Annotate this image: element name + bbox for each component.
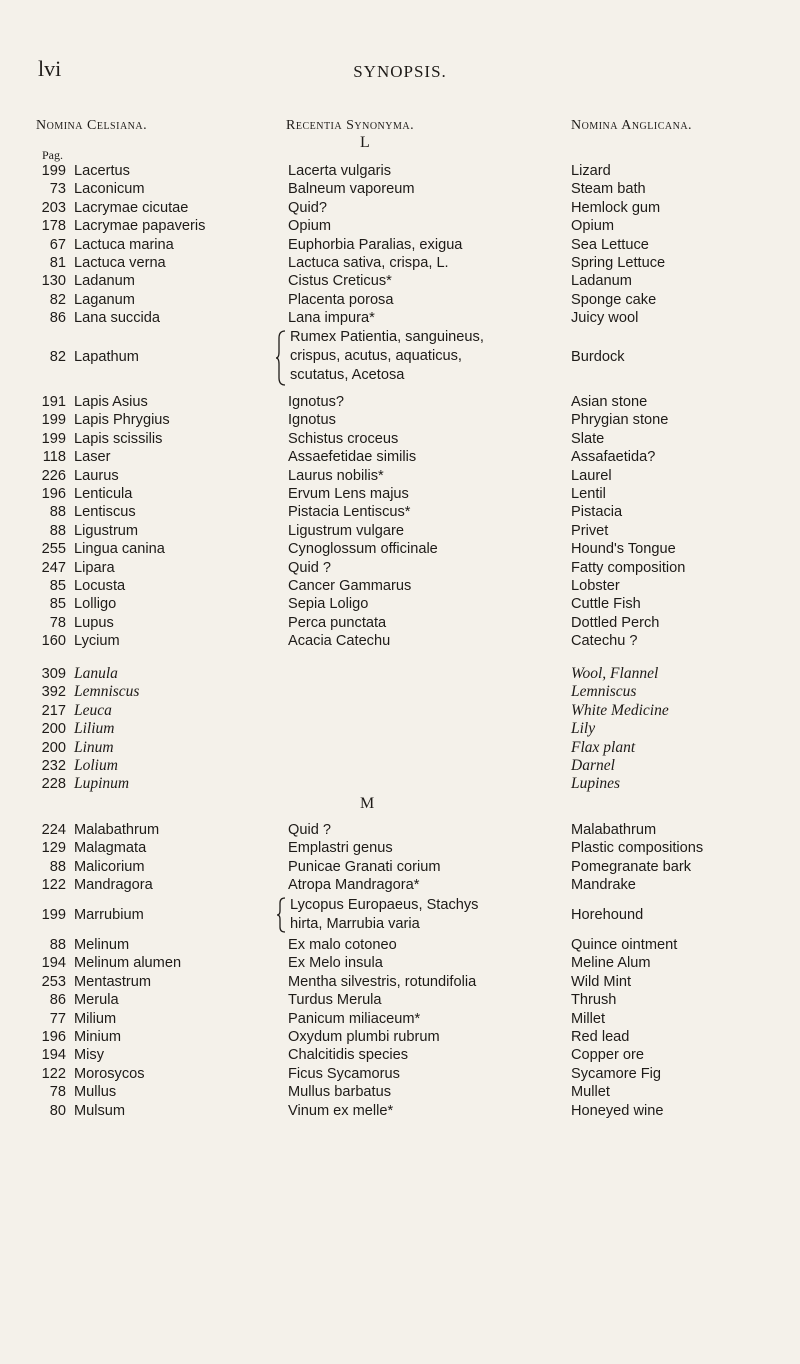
synonym: Lana impura* <box>288 310 375 327</box>
synonym: Cistus Creticus* <box>288 273 392 290</box>
synonym: Emplastri genus <box>288 840 393 857</box>
page-ref: 78 <box>49 614 66 631</box>
entries-l <box>0 162 800 328</box>
table-row <box>0 973 800 991</box>
page-ref: 191 <box>41 394 66 410</box>
synonym: Sepia Loligo <box>288 596 369 613</box>
synonym: Ex Melo insula <box>288 955 383 972</box>
table-row <box>0 485 800 503</box>
page-number: lvi <box>38 56 62 81</box>
english-name: Catechu ? <box>571 633 638 650</box>
synonym: Mullus barbatus <box>288 1084 392 1101</box>
latin-name: Marrubium <box>74 907 144 923</box>
latin-name: Ligustrum <box>74 522 139 539</box>
english-name: Honeyed wine <box>571 1102 664 1119</box>
synonym: Punicae Granati corium <box>288 858 441 875</box>
latin-name: Malagmata <box>74 840 147 857</box>
latin-name: Lenticula <box>74 485 133 502</box>
page-ref: 67 <box>49 236 66 253</box>
page-ref: 253 <box>41 973 66 990</box>
english-name: Spring Lettuce <box>571 254 666 271</box>
page-ref: 118 <box>42 449 66 466</box>
table-row <box>0 522 800 540</box>
table-row <box>0 467 800 485</box>
table-row <box>0 775 800 793</box>
english-name: Flax plant <box>571 738 636 756</box>
latin-name: Lactuca marina <box>74 236 174 253</box>
page-ref: 196 <box>41 1028 66 1045</box>
table-row <box>0 180 800 198</box>
english-name: Mullet <box>571 1084 610 1101</box>
synonym: Lacerta vulgaris <box>288 163 392 179</box>
latin-name: Laconicum <box>74 181 145 198</box>
page-ref: 78 <box>49 1084 66 1101</box>
english-name: Slate <box>571 430 605 447</box>
english-name: Plastic compositions <box>571 840 704 857</box>
english-name: Pomegranate bark <box>571 858 692 875</box>
latin-name: Lolligo <box>74 596 117 613</box>
synonym-line: hirta, Marrubia varia <box>290 916 420 932</box>
latin-name: Leuca <box>74 701 112 719</box>
table-row <box>0 448 800 466</box>
page-ref: 73 <box>49 181 66 198</box>
table-row <box>0 665 800 683</box>
english-name: Malabathrum <box>571 822 657 838</box>
synonym: Euphorbia Paralias, exigua <box>288 236 463 253</box>
english-name: Mandrake <box>571 877 636 894</box>
english-name: Lemniscus <box>571 683 637 701</box>
table-row <box>0 720 800 738</box>
page-ref: 224 <box>41 822 66 838</box>
page-ref: 196 <box>41 485 66 502</box>
english-name: Wild Mint <box>571 973 631 990</box>
page-ref: 178 <box>41 218 66 235</box>
english-name: Juicy wool <box>571 310 639 327</box>
table-row <box>0 757 800 775</box>
latin-name: Lapis Asius <box>74 394 148 410</box>
table-row <box>0 577 800 595</box>
english-name: Ladanum <box>571 273 632 290</box>
brace-icon <box>276 897 286 933</box>
table-row <box>0 739 800 757</box>
english-name: Hound's Tongue <box>571 541 676 558</box>
entries-m <box>0 821 800 895</box>
latin-name: Lacrymae cicutae <box>74 199 189 216</box>
table-row <box>0 309 800 327</box>
latin-name: Laurus <box>74 467 119 484</box>
table-row <box>0 540 800 558</box>
table-row <box>0 614 800 632</box>
page-ref: 82 <box>49 291 66 308</box>
page-ref: 199 <box>41 412 66 429</box>
page-ref: 200 <box>41 739 66 756</box>
english-name: Fatty composition <box>571 559 686 576</box>
table-row <box>0 595 800 613</box>
synonym: Quid ? <box>288 822 331 838</box>
latin-name: Lanula <box>74 665 118 682</box>
synonym: Chalcitidis species <box>288 1047 409 1064</box>
page-ref: 88 <box>49 504 66 521</box>
english-name: Lobster <box>571 577 620 594</box>
synonym: Atropa Mandragora* <box>288 877 420 894</box>
page-ref: 77 <box>49 1010 66 1027</box>
latin-name: Lilium <box>74 720 115 738</box>
table-row <box>0 503 800 521</box>
page-ref: 392 <box>41 684 66 701</box>
table-row <box>0 683 800 701</box>
latin-name: Morosycos <box>74 1065 145 1082</box>
english-name: Lupines <box>571 775 621 793</box>
synonym: Opium <box>288 218 331 235</box>
english-name: Meline Alum <box>571 955 651 972</box>
page-ref: 228 <box>41 776 66 793</box>
page-ref: 199 <box>41 907 66 923</box>
synonym: Ficus Sycamorus <box>288 1065 400 1082</box>
synonym: Schistus croceus <box>288 430 399 447</box>
latin-name: Laser <box>74 449 111 466</box>
page-ref: 122 <box>41 1065 66 1082</box>
column-header-celsiana: Nomina Celsiana. <box>36 118 148 133</box>
english-name: Sponge cake <box>571 291 657 308</box>
synonym-multiline <box>290 896 478 934</box>
synonym: Ligustrum vulgare <box>288 522 404 539</box>
table-row <box>0 162 800 180</box>
english-name: Asian stone <box>571 394 648 410</box>
english-name: Sea Lettuce <box>571 236 649 253</box>
english-name: Dottled Perch <box>571 614 660 631</box>
synonym: Cynoglossum officinale <box>288 541 438 558</box>
column-header-synonyma: Recentia Synonyma. <box>286 118 415 133</box>
synonym: Mentha silvestris, rotundifolia <box>288 973 477 990</box>
table-row <box>0 1065 800 1083</box>
table-row <box>0 217 800 235</box>
english-name: Phrygian stone <box>571 412 669 429</box>
table-row <box>0 272 800 290</box>
synonym: Quid? <box>288 199 327 216</box>
english-name: Hemlock gum <box>571 199 661 216</box>
latin-name: Lemniscus <box>74 683 140 701</box>
table-row <box>0 858 800 876</box>
english-name: Quince ointment <box>571 937 678 953</box>
column-header-anglicana: Nomina Anglicana. <box>571 118 693 133</box>
english-name: Burdock <box>571 349 625 365</box>
english-name: Pistacia <box>571 504 623 521</box>
page-ref: 309 <box>41 666 66 682</box>
latin-name: Lapathum <box>74 349 139 365</box>
table-row <box>0 1102 800 1120</box>
latin-name: Malicorium <box>74 858 145 875</box>
synonym: Placenta porosa <box>288 291 394 308</box>
entries-l-continued <box>0 393 800 650</box>
brace-icon <box>276 330 286 386</box>
english-name: Horehound <box>571 907 644 923</box>
english-name: Copper ore <box>571 1047 645 1064</box>
synonym: Ervum Lens majus <box>288 485 409 502</box>
synonym: Turdus Merula <box>288 992 382 1009</box>
english-name: White Medicine <box>571 701 669 719</box>
latin-name: Mullus <box>74 1084 117 1101</box>
latin-name: Milium <box>74 1010 117 1027</box>
latin-name: Malabathrum <box>74 822 160 838</box>
synonym: Assaefetidae similis <box>288 449 417 466</box>
page-ref: 199 <box>41 163 66 179</box>
page-ref: 194 <box>41 1047 66 1064</box>
synonym-line: scutatus, Acetosa <box>290 367 405 383</box>
synonym: Panicum miliaceum* <box>288 1010 421 1027</box>
latin-name: Lolium <box>74 756 118 774</box>
table-row <box>0 954 800 972</box>
english-name: Steam bath <box>571 181 646 198</box>
page-ref: 86 <box>49 992 66 1009</box>
synonym-line: Lycopus Europaeus, Stachys <box>290 897 479 913</box>
page-ref: 232 <box>41 757 66 774</box>
latin-name: Locusta <box>74 577 126 594</box>
table-row <box>0 702 800 720</box>
table-row <box>0 1046 800 1064</box>
latin-name: Mulsum <box>74 1102 126 1119</box>
latin-name: Misy <box>74 1047 104 1064</box>
latin-name: Linum <box>74 738 114 756</box>
table-row <box>0 839 800 857</box>
section-letter-l: L <box>360 134 370 151</box>
page-ref: 247 <box>41 559 66 576</box>
table-row <box>0 559 800 577</box>
synonym-multiline <box>290 328 484 385</box>
synonym-line: crispus, acutus, aquaticus, <box>290 348 462 364</box>
page-ref: 129 <box>41 840 66 857</box>
table-row <box>0 876 800 894</box>
page-ref: 81 <box>49 254 66 271</box>
page-ref: 85 <box>49 596 66 613</box>
synonym: Oxydum plumbi rubrum <box>288 1028 440 1045</box>
synonym-line: Rumex Patientia, sanguineus, <box>290 329 484 345</box>
latin-name: Merula <box>74 992 119 1009</box>
synonym: Acacia Catechu <box>288 633 391 650</box>
latin-name: Mentastrum <box>74 973 152 990</box>
pag-label: Pag. <box>42 148 63 162</box>
latin-name: Lacrymae papaveris <box>74 218 206 235</box>
english-name: Lily <box>571 720 596 738</box>
entries-m-continued <box>0 936 800 1120</box>
latin-name: Lactuca verna <box>74 254 166 271</box>
latin-name: Lupinum <box>74 775 130 793</box>
page-ref: 82 <box>49 349 66 365</box>
running-head: SYNOPSIS. <box>353 62 447 81</box>
page-ref: 85 <box>49 577 66 594</box>
entry-marrubium <box>0 896 800 934</box>
table-row <box>0 393 800 411</box>
table-row <box>0 896 800 934</box>
table-row <box>0 430 800 448</box>
latin-name: Lapis scissilis <box>74 430 163 447</box>
table-row <box>0 632 800 650</box>
table-row <box>0 328 800 386</box>
table-row <box>0 1010 800 1028</box>
latin-name: Lycium <box>74 633 120 650</box>
synonym: Vinum ex melle* <box>288 1102 394 1119</box>
page-ref: 160 <box>41 633 66 650</box>
page-ref: 194 <box>41 955 66 972</box>
synonym: Pistacia Lentiscus* <box>288 504 411 521</box>
english-name: Millet <box>571 1010 606 1027</box>
page-ref: 88 <box>49 937 66 953</box>
page-ref: 122 <box>41 877 66 894</box>
page-ref: 200 <box>41 721 66 738</box>
table-row <box>0 236 800 254</box>
table-row <box>0 1083 800 1101</box>
synonym: Quid ? <box>288 559 331 576</box>
latin-name: Melinum <box>74 937 130 953</box>
english-name: Wool, Flannel <box>571 665 659 682</box>
latin-name: Melinum alumen <box>74 955 182 972</box>
latin-name: Minium <box>74 1028 122 1045</box>
english-name: Cuttle Fish <box>571 596 641 613</box>
section-letter-m: M <box>360 795 375 812</box>
english-name: Thrush <box>571 992 617 1009</box>
latin-name: Lentiscus <box>74 504 136 521</box>
english-name: Darnel <box>571 756 615 774</box>
latin-name: Mandragora <box>74 877 153 894</box>
page-ref: 86 <box>49 310 66 327</box>
synonym: Ex malo cotoneo <box>288 937 397 953</box>
entries-l-italic <box>0 665 800 794</box>
synonym: Ignotus? <box>288 394 344 410</box>
synonym: Balneum vaporeum <box>288 181 415 198</box>
page-ref: 199 <box>41 430 66 447</box>
page-ref: 255 <box>41 541 66 558</box>
table-row <box>0 991 800 1009</box>
english-name: Lentil <box>571 485 606 502</box>
synonym: Cancer Gammarus <box>288 577 412 594</box>
synonym: Laurus nobilis* <box>288 467 384 484</box>
latin-name: Ladanum <box>74 273 135 290</box>
english-name: Sycamore Fig <box>571 1065 662 1082</box>
entry-lapathum <box>0 328 800 386</box>
page-ref: 130 <box>41 273 66 290</box>
latin-name: Lupus <box>74 614 114 631</box>
table-row <box>0 821 800 839</box>
english-name: Assafaetida? <box>571 449 656 466</box>
latin-name: Lipara <box>74 559 115 576</box>
latin-name: Lana succida <box>74 310 161 327</box>
table-row <box>0 411 800 429</box>
synonym: Lactuca sativa, crispa, L. <box>288 254 449 271</box>
page-ref: 88 <box>49 522 66 539</box>
latin-name: Lingua canina <box>74 541 165 558</box>
table-row <box>0 1028 800 1046</box>
table-row <box>0 199 800 217</box>
page-ref: 226 <box>41 467 66 484</box>
table-row <box>0 936 800 954</box>
latin-name: Lapis Phrygius <box>74 412 170 429</box>
page-ref: 88 <box>49 858 66 875</box>
latin-name: Lacertus <box>74 163 130 179</box>
english-name: Laurel <box>571 467 612 484</box>
english-name: Red lead <box>571 1028 630 1045</box>
table-row <box>0 291 800 309</box>
synonym: Ignotus <box>288 412 336 429</box>
english-name: Lizard <box>571 163 611 179</box>
english-name: Privet <box>571 522 609 539</box>
latin-name: Laganum <box>74 291 135 308</box>
synonym: Perca punctata <box>288 614 387 631</box>
page-ref: 203 <box>41 199 66 216</box>
english-name: Opium <box>571 218 614 235</box>
table-row <box>0 254 800 272</box>
page-ref: 80 <box>49 1102 66 1119</box>
page-ref: 217 <box>41 702 66 719</box>
